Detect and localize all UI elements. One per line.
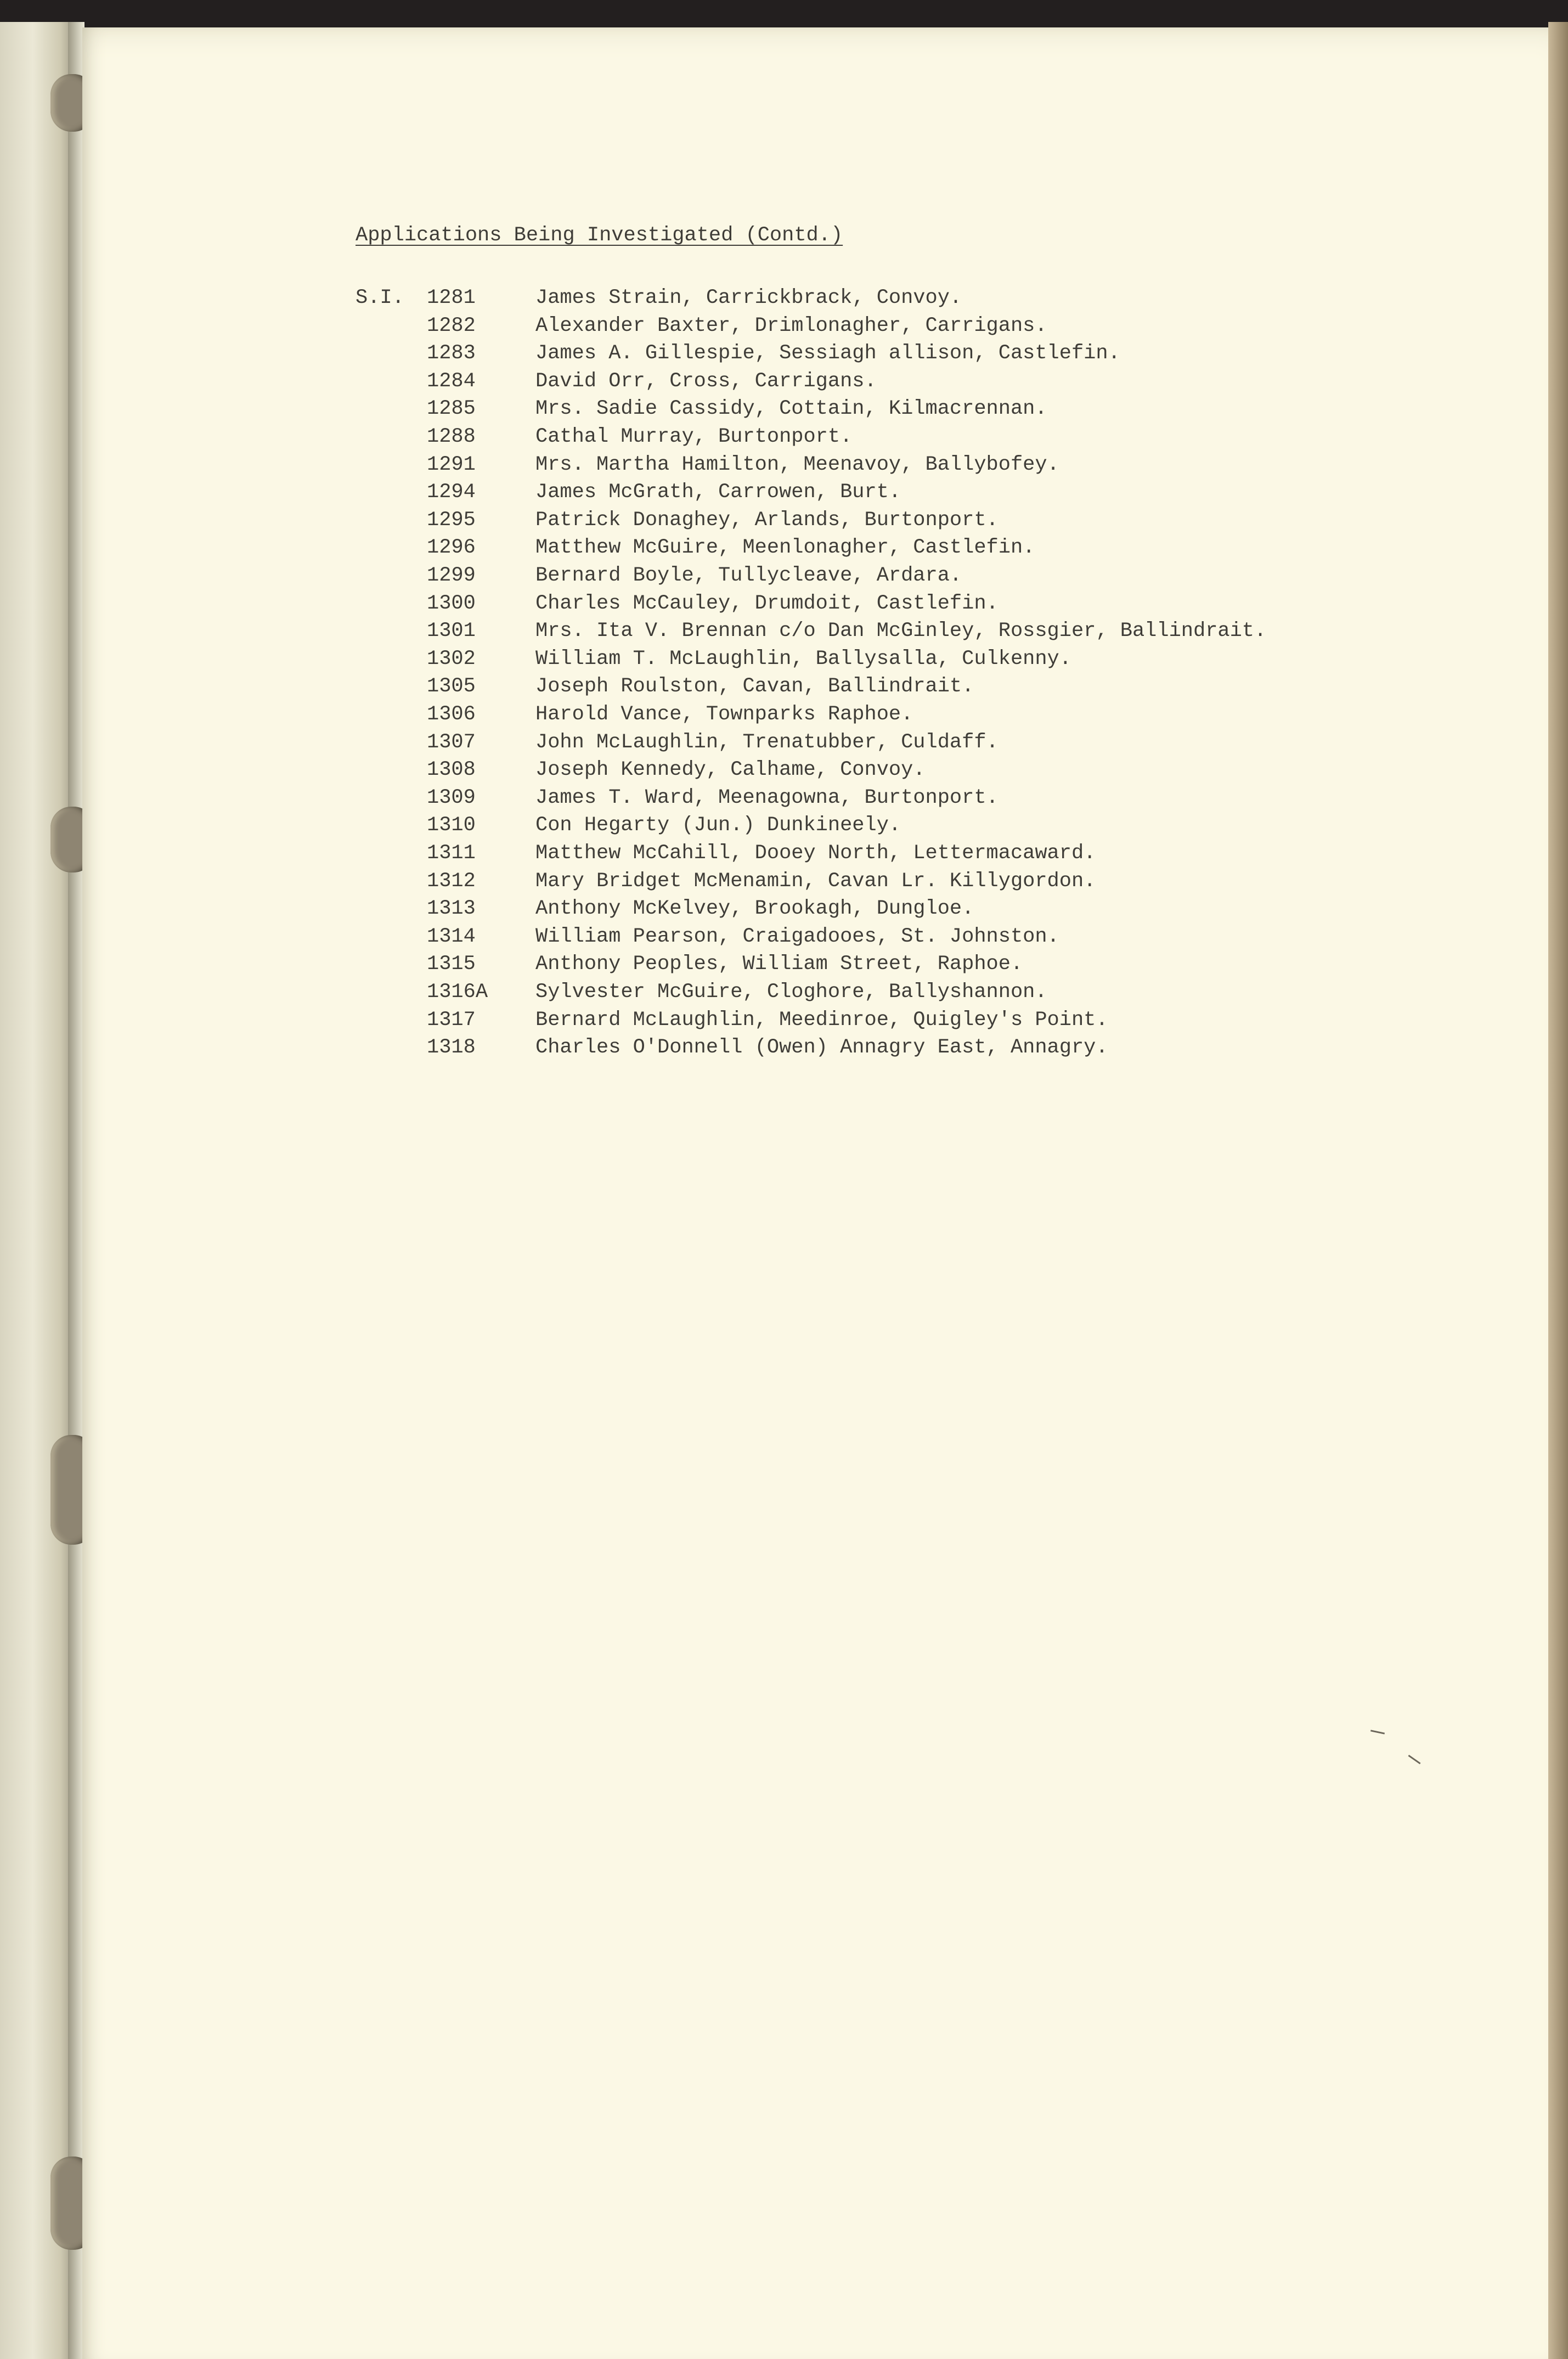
application-number: 1285 (427, 397, 476, 421)
application-number: 1306 (427, 703, 476, 726)
stray-pen-mark (1408, 1755, 1420, 1764)
applicant-details: James A. Gillespie, Sessiagh allison, Castlefin. (535, 342, 1120, 365)
application-number: 1312 (427, 869, 476, 893)
applicant-details: Charles O'Donnell (Owen) Annagry East, Annagry. (535, 1036, 1108, 1060)
applicant-details: Bernard Boyle, Tullycleave, Ardara. (535, 564, 962, 587)
applicant-details: Anthony McKelvey, Brookagh, Dungloe. (535, 897, 974, 921)
applicant-details: William T. McLaughlin, Ballysalla, Culkenny. (535, 647, 1071, 671)
applicant-details: David Orr, Cross, Carrigans. (535, 369, 877, 393)
application-number: 1310 (427, 814, 476, 837)
applicant-details: Harold Vance, Townparks Raphoe. (535, 703, 913, 726)
application-number: 1318 (427, 1036, 476, 1060)
application-number: 1299 (427, 564, 476, 587)
applicant-details: Matthew McGuire, Meenlonagher, Castlefin. (535, 536, 1035, 560)
application-number: 1314 (427, 925, 476, 948)
applicant-details: Con Hegarty (Jun.) Dunkineely. (535, 814, 901, 837)
applicant-details: Mrs. Ita V. Brennan c/o Dan McGinley, Rossgier, Ballindrait. (535, 620, 1267, 643)
application-number: 1288 (427, 425, 476, 448)
application-number: 1315 (427, 953, 476, 976)
application-number: 1282 (427, 314, 476, 337)
stray-pen-mark (1370, 1730, 1385, 1734)
applicant-details: Anthony Peoples, William Street, Raphoe. (535, 953, 1023, 976)
applicant-details: Joseph Kennedy, Calhame, Convoy. (535, 758, 926, 782)
applicant-details: John McLaughlin, Trenatubber, Culdaff. (535, 730, 999, 754)
application-number: 1291 (427, 453, 476, 476)
application-number: 1283 (427, 342, 476, 365)
applicant-details: Cathal Murray, Burtonport. (535, 425, 853, 448)
application-number: 1316A (427, 981, 488, 1004)
application-number: 1281 (427, 286, 476, 309)
series-prefix: S.I. (356, 286, 404, 309)
applicant-details: Matthew McCahill, Dooey North, Lettermacaward. (535, 842, 1096, 865)
application-number: 1317 (427, 1008, 476, 1032)
application-number: 1284 (427, 369, 476, 393)
applicant-details: Bernard McLaughlin, Meedinroe, Quigley's Point. (535, 1008, 1108, 1032)
application-number: 1305 (427, 675, 476, 699)
applicant-details: James McGrath, Carrowen, Burt. (535, 481, 901, 504)
applicant-details: Sylvester McGuire, Cloghore, Ballyshannon. (535, 981, 1047, 1004)
applicant-details: James Strain, Carrickbrack, Convoy. (535, 286, 962, 309)
applicant-details: Mrs. Martha Hamilton, Meenavoy, Ballybofey. (535, 453, 1059, 476)
applicant-details: Charles McCauley, Drumdoit, Castlefin. (535, 592, 999, 615)
application-number: 1294 (427, 481, 476, 504)
application-number: 1296 (427, 536, 476, 560)
application-number: 1313 (427, 897, 476, 921)
applicant-details: James T. Ward, Meenagowna, Burtonport. (535, 786, 999, 809)
application-number: 1309 (427, 786, 476, 809)
application-number: 1311 (427, 842, 476, 865)
application-number: 1295 (427, 508, 476, 532)
applicant-details: Joseph Roulston, Cavan, Ballindrait. (535, 675, 974, 699)
document-heading: Applications Being Investigated (Contd.) (356, 224, 843, 247)
applicant-details: Alexander Baxter, Drimlonagher, Carrigans. (535, 314, 1047, 337)
application-number: 1302 (427, 647, 476, 671)
application-number: 1301 (427, 620, 476, 643)
applicant-details: Mary Bridget McMenamin, Cavan Lr. Killygordon. (535, 869, 1096, 893)
application-number: 1308 (427, 758, 476, 782)
application-number: 1300 (427, 592, 476, 615)
applicant-details: William Pearson, Craigadooes, St. Johnston. (535, 925, 1059, 948)
applicant-details: Patrick Donaghey, Arlands, Burtonport. (535, 508, 999, 532)
application-number: 1307 (427, 730, 476, 754)
applicant-details: Mrs. Sadie Cassidy, Cottain, Kilmacrennan. (535, 397, 1047, 421)
